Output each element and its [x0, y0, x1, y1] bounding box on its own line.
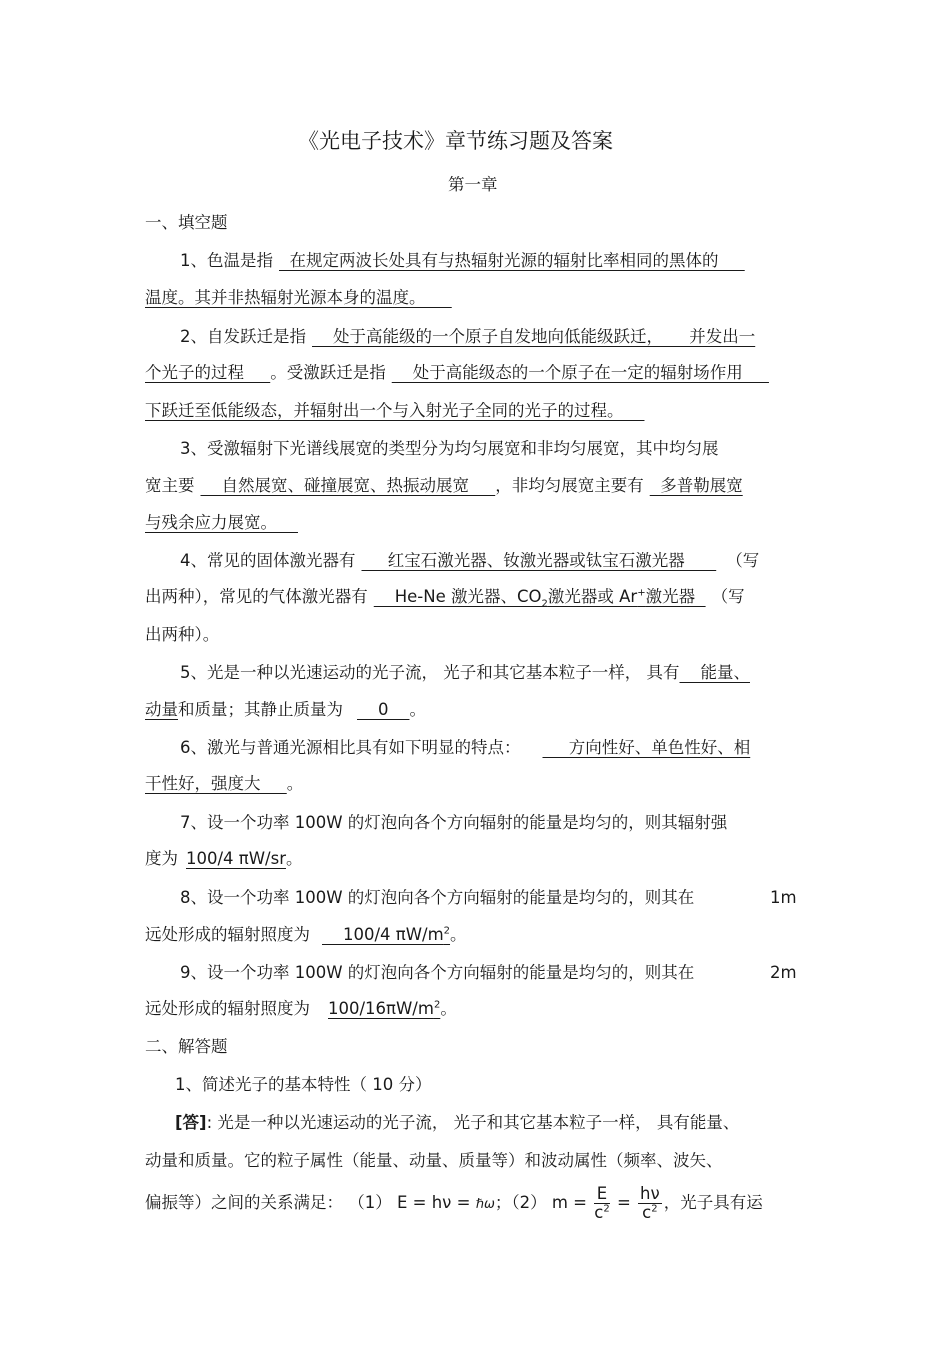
q4-prefix: 4、常见的固体激光器有 — [180, 551, 356, 570]
q2-mid: 。受激跃迁是指 — [270, 363, 386, 382]
fraction-hv-over-c2: $\frac{h\nu}{c^2}$ — [640, 1184, 660, 1222]
q6-answer-part1: 方向性好、单色性好、相 — [542, 738, 751, 757]
q3-answer-nonuniform: 多普勒展宽 — [649, 476, 743, 495]
q2-answer-part1: 处于高能级的一个原子自发地向低能级跃迁， 并发出一 — [312, 327, 756, 346]
q5-end: 。 — [409, 700, 426, 719]
q8-line1 — [180, 888, 694, 908]
q6-answer-part2: 干性好，强度大 — [145, 774, 287, 793]
q8-answer: 100/4 $\pi W/m^2$ — [322, 925, 451, 944]
q2-prefix: 2、自发跃迁是指 — [180, 327, 306, 346]
q7-end: 。 — [285, 849, 303, 868]
q7-answer: 100/4 πW/sr — [186, 849, 286, 868]
q6-line2 — [145, 774, 303, 794]
q2-line3 — [145, 401, 644, 421]
q5-text: 5、光是一种以光速运动的光子流， 光子和其它基本粒子一样， 具有 — [180, 663, 680, 682]
q5-answer-mass: 0 — [357, 700, 410, 719]
q5-mid: 和质量；其静止质量为 — [178, 700, 343, 719]
q5-answer-momentum: 动量 — [145, 700, 178, 719]
q2-answer-part4: 下跃迁至低能级态，并辐射出一个与入射光子全同的光子的过程。 — [145, 401, 645, 420]
q6-prefix: 6、激光与普通光源相比具有如下明显的特点： — [180, 738, 521, 757]
a1-question: 1、简述光子的基本特性（ 10 分） — [175, 1075, 432, 1094]
q3-prefix: 宽主要 — [145, 476, 195, 495]
q5-line1 — [180, 663, 750, 683]
q2-line1 — [180, 327, 755, 347]
q2-answer-part2: 个光子的过程 — [145, 363, 271, 382]
q8-text: 8、设一个功率 100W 的灯泡向各个方向辐射的能量是均匀的，则其在 — [180, 888, 695, 907]
q4-answer-gas: He-Ne 激光器、$CO_2$激光器或 Ar+激光器 — [373, 587, 706, 610]
q9-answer: $100/16\pi W/m^2$ — [328, 999, 441, 1018]
fraction-e-over-c2: $\frac{E}{c^2}$ — [594, 1184, 610, 1222]
a1-text3c: ，光子具有运 — [663, 1193, 763, 1212]
q1-answer-part1: 在规定两波长处具有与热辐射光源的辐射比率相同的黑体的 — [279, 251, 745, 270]
q9-distance: 2m — [770, 963, 797, 982]
q7-prefix: 度为 — [145, 849, 178, 868]
q5-line2 — [145, 700, 426, 720]
q9-line1 — [180, 963, 694, 983]
q9-prefix: 远处形成的辐射照度为 — [145, 999, 310, 1018]
q3-line3 — [145, 513, 298, 533]
q4-suffix-a: （写 — [726, 551, 760, 570]
q4-answer-solid: 红宝石激光器、钕激光器或钛宝石激光器 — [361, 551, 717, 570]
answer-label: [答] — [175, 1113, 207, 1132]
q3-mid: ，非均匀展宽主要有 — [495, 476, 644, 495]
q7-line1: 7、设一个功率 100W 的灯泡向各个方向辐射的能量是均匀的，则其辐射强 — [180, 813, 728, 832]
q1-line2 — [145, 288, 452, 308]
q7-line2 — [145, 849, 302, 869]
q8-line2 — [145, 925, 467, 945]
page-title: 《光电子技术》章节练习题及答案 — [298, 129, 613, 153]
q8-distance: 1m — [770, 888, 797, 907]
q8-prefix: 远处形成的辐射照度为 — [145, 925, 310, 944]
q1-prefix: 1、色温是指 — [180, 251, 273, 270]
q9-text: 9、设一个功率 100W 的灯泡向各个方向辐射的能量是均匀的，则其在 — [180, 963, 695, 982]
hbar-omega: ℏω — [475, 1197, 495, 1212]
section-fill-blank: 一、填空题 — [145, 213, 228, 232]
q9-end: 。 — [440, 999, 457, 1018]
a1-line1 — [175, 1113, 739, 1133]
q3-answer-nonuniform-cont: 与残余应力展宽。 — [145, 513, 298, 532]
q6-line1 — [180, 738, 750, 758]
q4-line2 — [145, 587, 745, 610]
q6-end: 。 — [286, 774, 304, 793]
q3-line1: 3、受激辐射下光谱线展宽的类型分为均匀展宽和非均匀展宽，其中均匀展 — [180, 439, 719, 458]
q4-suffix-b: （写 — [711, 587, 745, 606]
chapter-heading: 第一章 — [448, 175, 498, 194]
a1-text1: : 光是一种以光速运动的光子流， 光子和其它基本粒子一样， 具有能量、 — [206, 1113, 740, 1132]
q4-line3: 出两种）。 — [145, 625, 220, 644]
a1-line2: 动量和质量。它的粒子属性（能量、动量、质量等）和波动属性（频率、波矢、 — [145, 1151, 723, 1170]
a1-text3a: 偏振等）之间的关系满足： （1） E = hν = — [145, 1193, 476, 1212]
q8-end: 。 — [450, 925, 467, 944]
q1-line1 — [180, 251, 745, 271]
q1-answer-part2: 温度。其并非热辐射光源本身的温度。 — [145, 288, 452, 307]
q3-line2 — [145, 476, 743, 496]
q4-line1 — [180, 551, 759, 571]
q2-line2 — [145, 363, 769, 383]
q5-answer-energy: 能量、 — [679, 663, 750, 682]
section-answer-questions: 二、解答题 — [145, 1037, 228, 1056]
q4-prefix2: 出两种），常见的气体激光器有 — [145, 587, 368, 606]
a1-text3b: ；（2） m = — [494, 1193, 593, 1212]
a1-line3: 偏振等）之间的关系满足： （1） E = hν = ℏω；（2） m = $\frac{E}{c^2}$ = $\frac{h\nu}{c^2}$ ，光子具有运 — [145, 1184, 763, 1222]
q3-answer-uniform: 自然展宽、碰撞展宽、热振动展宽 — [200, 476, 496, 495]
q9-line2 — [145, 999, 457, 1019]
q2-answer-part3: 处于高能级态的一个原子在一定的辐射场作用 — [391, 363, 769, 382]
